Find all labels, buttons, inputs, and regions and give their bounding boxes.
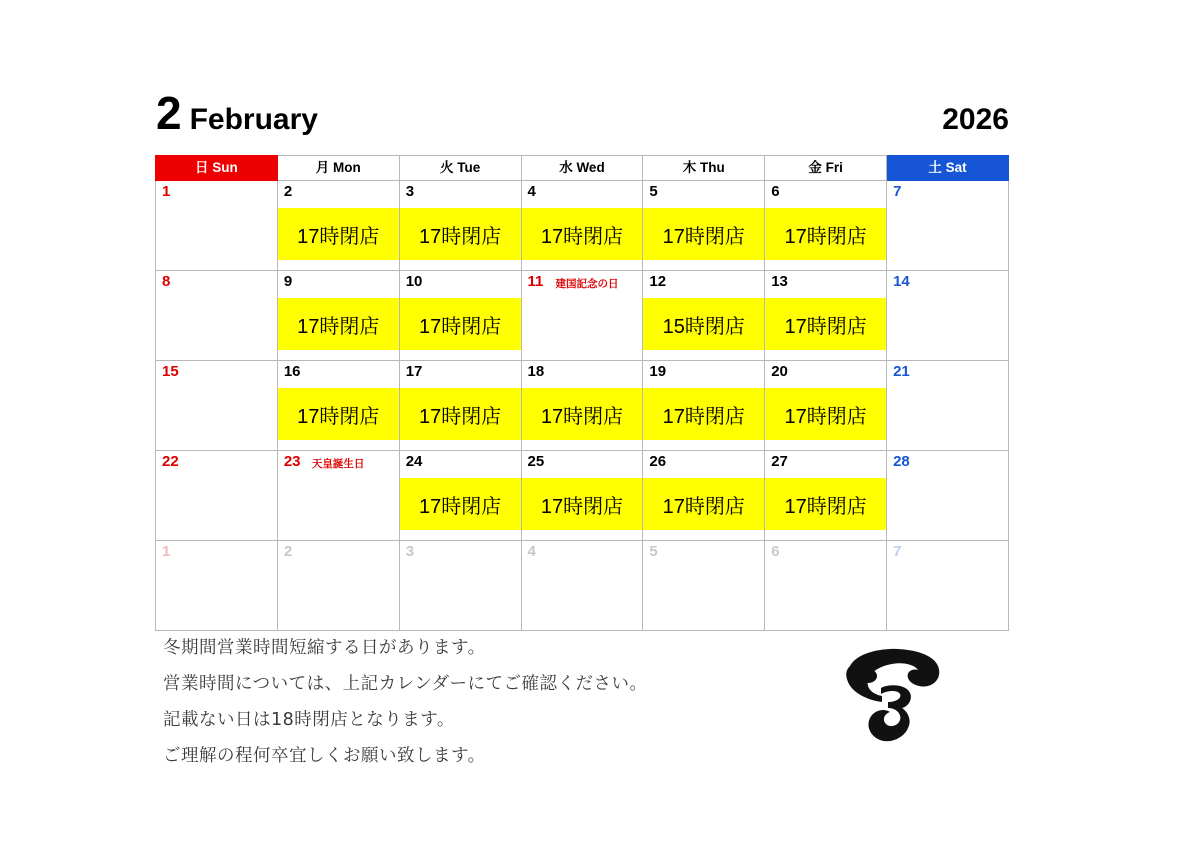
calendar-day-cell[interactable] <box>887 361 1009 451</box>
day-cell-content <box>887 451 1008 540</box>
day-number: 22 <box>162 453 179 470</box>
calendar-day-cell[interactable] <box>765 271 887 361</box>
weekday-header-thu: 木 Thu <box>643 156 765 181</box>
day-cell-content <box>156 451 277 540</box>
day-cell-content <box>522 181 643 270</box>
day-cell-content <box>522 451 643 540</box>
day-cell-content <box>643 451 764 540</box>
calendar-day-cell[interactable] <box>765 541 887 631</box>
day-number: 3 <box>405 543 415 560</box>
day-cell-content <box>765 271 886 360</box>
calendar-day-cell[interactable] <box>887 181 1009 271</box>
calendar-day-cell[interactable] <box>643 451 765 541</box>
closing-time-note: 17時閉店 <box>765 388 886 440</box>
day-number: 9 <box>283 273 293 290</box>
calendar-day-cell[interactable] <box>156 271 278 361</box>
day-cell-content <box>765 451 886 540</box>
calendar-day-cell[interactable] <box>277 361 399 451</box>
weekday-header-mon: 月 Mon <box>277 156 399 181</box>
closing-time-note: 17時閉店 <box>765 298 886 350</box>
day-number: 17 <box>405 363 423 380</box>
weekday-header-row <box>156 156 1009 181</box>
calendar-day-cell[interactable] <box>643 271 765 361</box>
calendar-day-cell[interactable] <box>156 361 278 451</box>
day-cell-content <box>887 181 1008 270</box>
day-number: 14 <box>893 273 910 290</box>
calendar-day-cell[interactable] <box>765 451 887 541</box>
closing-time-note: 17時閉店 <box>400 388 521 440</box>
day-cell-content <box>400 541 521 630</box>
day-cell-content <box>156 361 277 450</box>
day-number: 8 <box>162 273 171 290</box>
day-cell-content <box>887 271 1008 360</box>
day-number: 6 <box>771 543 780 560</box>
calendar-day-cell[interactable] <box>765 361 887 451</box>
day-cell-content <box>887 361 1008 450</box>
day-number: 16 <box>283 363 301 380</box>
year-label: 2026 <box>942 103 1009 136</box>
closing-time-note: 17時閉店 <box>522 208 643 260</box>
closing-time-note: 17時閉店 <box>522 478 643 530</box>
day-number: 1 <box>162 183 171 200</box>
day-number: 21 <box>893 363 910 380</box>
calendar-day-cell[interactable] <box>643 181 765 271</box>
calendar-body <box>156 181 1009 631</box>
calendar-day-cell[interactable] <box>643 361 765 451</box>
day-number: 28 <box>893 453 910 470</box>
day-number: 25 <box>527 453 545 470</box>
closing-time-note: 17時閉店 <box>278 298 399 350</box>
day-cell-content <box>278 271 399 360</box>
calendar-day-cell[interactable] <box>156 451 278 541</box>
closing-time-note: 17時閉店 <box>400 478 521 530</box>
day-cell-content <box>643 361 764 450</box>
day-cell-content <box>522 361 643 450</box>
day-cell-content <box>522 541 643 630</box>
day-cell-content <box>278 361 399 450</box>
day-cell-content <box>400 181 521 270</box>
calendar-table <box>155 155 1009 631</box>
day-number: 13 <box>771 273 788 290</box>
day-number: 6 <box>771 183 780 200</box>
page-header <box>156 78 1009 139</box>
day-number: 1 <box>162 543 171 560</box>
month-name: February <box>189 103 318 136</box>
calendar-day-cell[interactable] <box>521 181 643 271</box>
calendar-day-cell[interactable] <box>399 451 521 541</box>
weekday-header-wed: 水 Wed <box>521 156 643 181</box>
calendar-day-cell[interactable] <box>643 541 765 631</box>
closing-time-note: 17時閉店 <box>643 388 764 440</box>
day-cell-content <box>643 541 764 630</box>
shop-stamp-logo <box>836 640 954 750</box>
footer-line: 冬期間営業時間短縮する日があります。 <box>163 638 486 658</box>
calendar-week-row <box>156 181 1009 271</box>
footer-line: ご理解の程何卒宜しくお願い致します。 <box>163 746 486 766</box>
day-number: 20 <box>771 363 788 380</box>
footer-line: 記載ない日は18時閉店となります。 <box>163 710 455 730</box>
day-number: 10 <box>405 273 423 290</box>
calendar-day-cell[interactable] <box>887 271 1009 361</box>
calendar-day-cell[interactable] <box>277 541 399 631</box>
day-cell-content <box>278 451 399 540</box>
calendar-day-cell[interactable] <box>521 271 643 361</box>
footer-line: 営業時間については、上記カレンダーにてご確認ください。 <box>163 674 648 694</box>
closing-time-note: 17時閉店 <box>522 388 643 440</box>
day-cell-content <box>400 361 521 450</box>
day-cell-content <box>643 181 764 270</box>
day-cell-content <box>400 451 521 540</box>
weekday-header-sun: 日 Sun <box>156 156 278 181</box>
day-number: 3 <box>405 183 415 200</box>
day-number: 23 <box>283 453 301 470</box>
closing-time-note: 17時閉店 <box>400 298 521 350</box>
calendar-week-row <box>156 541 1009 631</box>
day-number: 26 <box>649 453 667 470</box>
weekday-header-fri: 金 Fri <box>765 156 887 181</box>
closing-time-note: 17時閉店 <box>278 208 399 260</box>
closing-time-note: 17時閉店 <box>278 388 399 440</box>
day-number: 19 <box>649 363 667 380</box>
day-cell-content <box>765 361 886 450</box>
day-cell-content <box>400 271 521 360</box>
day-number: 27 <box>771 453 788 470</box>
month-number: 2 <box>156 87 181 139</box>
closing-time-note: 17時閉店 <box>765 478 886 530</box>
weekday-header-tue: 火 Tue <box>399 156 521 181</box>
calendar-day-cell[interactable] <box>521 541 643 631</box>
day-cell-content <box>522 271 643 360</box>
calendar-day-cell[interactable] <box>399 271 521 361</box>
day-cell-content <box>156 271 277 360</box>
calendar-week-row <box>156 361 1009 451</box>
weekday-header-sat: 土 Sat <box>887 156 1009 181</box>
month-title <box>156 87 318 139</box>
calendar-day-cell[interactable] <box>156 181 278 271</box>
day-number: 18 <box>527 363 545 380</box>
calendar-day-cell[interactable] <box>521 451 643 541</box>
day-number: 15 <box>162 363 179 380</box>
calendar-day-cell[interactable] <box>277 451 399 541</box>
day-number: 5 <box>649 183 658 200</box>
day-number: 2 <box>283 543 293 560</box>
day-cell-content <box>887 541 1008 630</box>
day-number: 7 <box>893 543 902 560</box>
calendar-day-cell[interactable] <box>156 541 278 631</box>
calendar-day-cell[interactable] <box>399 541 521 631</box>
calendar-day-cell[interactable] <box>887 451 1009 541</box>
holiday-label: 天皇誕生日 <box>311 458 365 470</box>
closing-time-note: 17時閉店 <box>643 478 764 530</box>
day-cell-content <box>156 181 277 270</box>
calendar-day-cell[interactable] <box>277 181 399 271</box>
day-number: 11 <box>527 273 544 290</box>
closing-time-note: 17時閉店 <box>765 208 886 260</box>
day-cell-content <box>278 541 399 630</box>
calendar-day-cell[interactable] <box>887 541 1009 631</box>
calendar-day-cell[interactable] <box>399 361 521 451</box>
day-cell-content <box>156 541 277 630</box>
closing-time-note: 17時閉店 <box>643 208 764 260</box>
day-number: 2 <box>283 183 293 200</box>
day-cell-content <box>765 541 886 630</box>
closing-time-note: 15時閉店 <box>643 298 764 350</box>
day-number: 7 <box>893 183 902 200</box>
day-number: 12 <box>649 273 667 290</box>
calendar-day-cell[interactable] <box>765 181 887 271</box>
day-number: 4 <box>527 543 536 560</box>
day-cell-content <box>278 181 399 270</box>
day-number: 4 <box>527 183 536 200</box>
calendar-day-cell[interactable] <box>277 271 399 361</box>
day-cell-content <box>643 271 764 360</box>
calendar-week-row <box>156 451 1009 541</box>
closing-time-note: 17時閉店 <box>400 208 521 260</box>
footer-notes <box>163 634 823 778</box>
calendar-week-row <box>156 271 1009 361</box>
day-number: 24 <box>405 453 423 470</box>
calendar-day-cell[interactable] <box>521 361 643 451</box>
holiday-label: 建国記念の日 <box>555 278 619 290</box>
calendar-day-cell[interactable] <box>399 181 521 271</box>
day-cell-content <box>765 181 886 270</box>
day-number: 5 <box>649 543 658 560</box>
